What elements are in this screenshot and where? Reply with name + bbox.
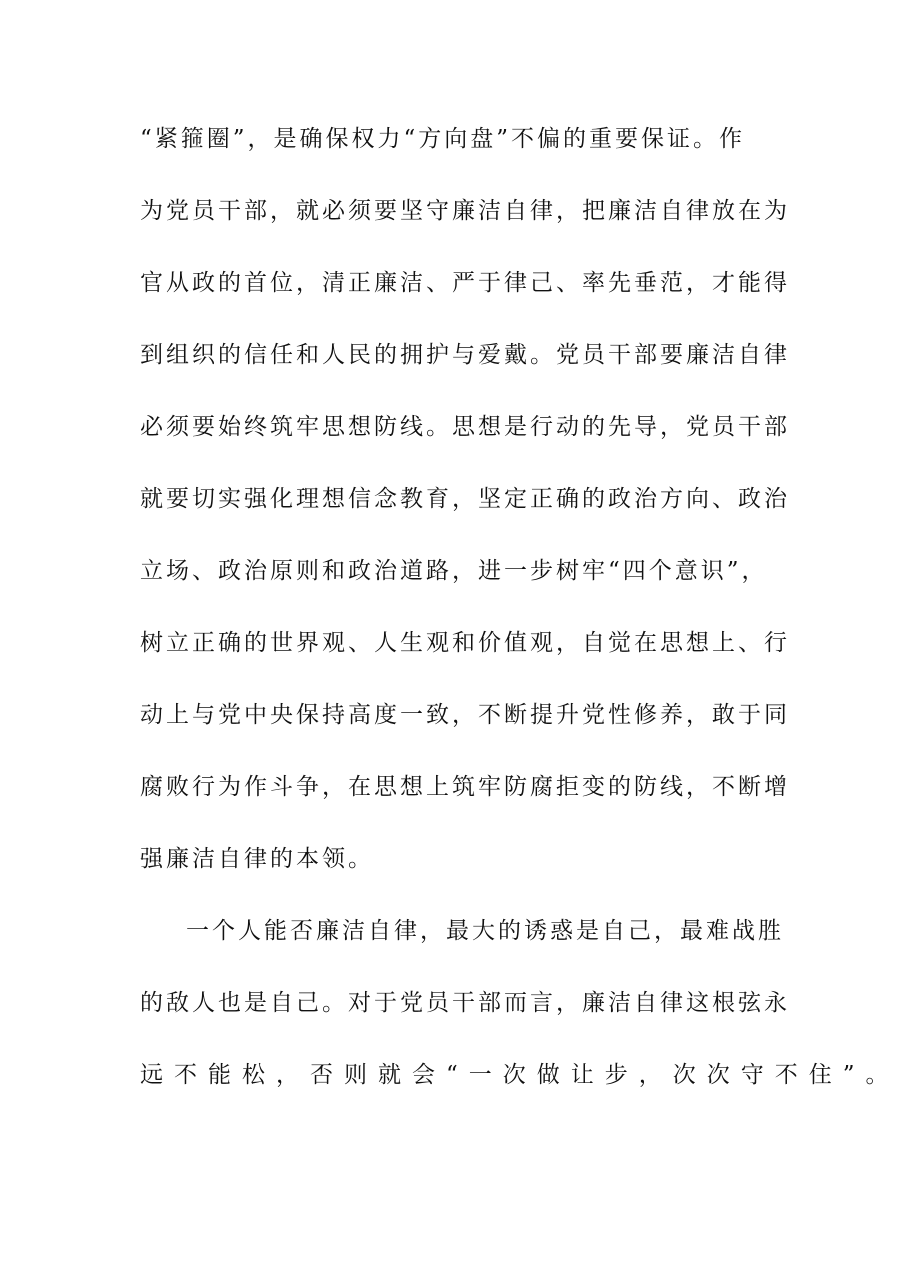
text-line: 的敌人也是自己。对于党员干部而言，廉洁自律这根弦永 [140,990,790,1016]
text-line: 到组织的信任和人民的拥护与爱戴。党员干部要廉洁自律 [140,342,790,368]
text-line: 就要切实强化理想信念教育，坚定正确的政治方向、政治 [140,486,790,512]
text-line: 腐败行为作斗争，在思想上筑牢防腐拒变的防线，不断增 [140,774,790,800]
text-line: 为党员干部，就必须要坚守廉洁自律，把廉洁自律放在为 [140,198,790,224]
paragraph-first-line: 一个人能否廉洁自律，最大的诱惑是自己，最难战胜 [186,918,784,944]
text-line: 立场、政治原则和政治道路，进一步树牢“四个意识”， [140,558,768,584]
text-line: 远不能松，否则就会“一次做让步，次次守不住”。 [140,1062,900,1088]
text-line: 动上与党中央保持高度一致，不断提升党性修养，敢于同 [140,702,790,728]
text-line: “紧箍圈”，是确保权力“方向盘”不偏的重要保证。作 [140,126,746,152]
body-text [140,121,900,1129]
text-line: 必须要始终筑牢思想防线。思想是行动的先导，党员干部 [140,414,790,440]
text-line: 树立正确的世界观、人生观和价值观，自觉在思想上、行 [140,630,790,656]
text-line: 强廉洁自律的本领。 [140,846,374,872]
text-line: 官从政的首位，清正廉洁、严于律己、率先垂范，才能得 [140,270,790,296]
